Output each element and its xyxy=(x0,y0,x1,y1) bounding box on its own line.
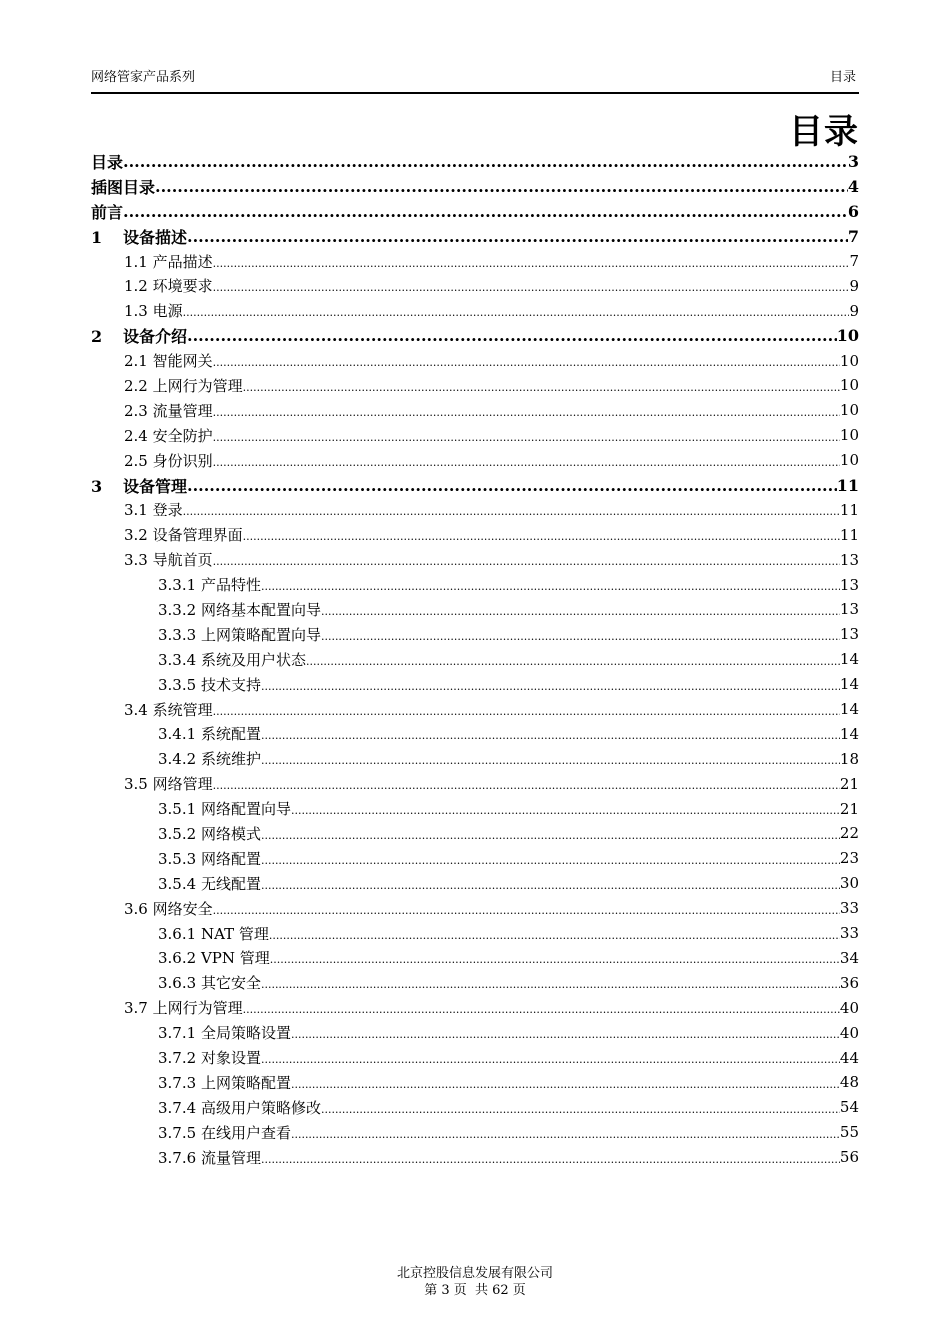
toc-entry-text: NAT 管理 xyxy=(200,924,269,943)
toc-leader-dots xyxy=(187,227,848,246)
toc-entry-label xyxy=(91,450,213,471)
toc-entry-text: 设备描述 xyxy=(123,227,188,247)
toc-entry-text: 网络配置向导 xyxy=(200,800,291,819)
toc-entry[interactable] xyxy=(91,1120,859,1145)
toc-leader-dots xyxy=(213,555,840,568)
toc-entry-text: 网络配置 xyxy=(200,849,261,868)
toc-entry-text: 流量管理 xyxy=(152,401,213,420)
toc-entry[interactable] xyxy=(91,622,859,647)
toc-leader-dots xyxy=(321,1103,840,1116)
toc-entry-number: 3.3.4 xyxy=(158,650,201,669)
toc-entry-text: 系统管理 xyxy=(152,700,213,719)
toc-entry-page: 11 xyxy=(836,475,859,495)
toc-entry-label xyxy=(91,773,213,794)
toc-entry[interactable] xyxy=(91,721,859,746)
toc-entry-label xyxy=(91,425,213,446)
toc-entry-label xyxy=(91,1022,291,1043)
toc-leader-dots xyxy=(243,530,840,543)
toc-entry-page: 13 xyxy=(839,600,859,619)
toc-entry-text: 目录 xyxy=(91,152,124,172)
toc-entry[interactable] xyxy=(91,224,859,249)
toc-entry-label xyxy=(91,947,270,968)
toc-entry[interactable] xyxy=(91,970,859,995)
toc-entry-label xyxy=(91,175,155,198)
toc-entry-number: 3.5.2 xyxy=(158,824,201,843)
toc-entry-number: 3.3 xyxy=(124,551,153,570)
toc-entry-text: 上网策略配置向导 xyxy=(200,625,321,644)
toc-entry[interactable] xyxy=(91,1070,859,1095)
toc-entry-number: 3.5.1 xyxy=(158,800,201,819)
toc-entry-label xyxy=(91,624,321,645)
toc-entry[interactable] xyxy=(91,746,859,771)
toc-entry-text: 系统配置 xyxy=(200,725,261,744)
page-header xyxy=(91,64,859,94)
toc-entry-page: 40 xyxy=(839,1023,859,1042)
toc-entry-label xyxy=(91,574,261,595)
toc-leader-dots xyxy=(213,904,840,917)
toc-entry-label xyxy=(91,350,213,371)
toc-entry-number: 3.6.2 xyxy=(158,949,201,968)
toc-entry-number: 3.7 xyxy=(124,999,153,1018)
toc-entry-number: 3.4.1 xyxy=(158,725,201,744)
toc-leader-dots xyxy=(213,257,850,270)
toc-entry-text: 系统及用户状态 xyxy=(200,650,306,669)
toc-leader-dots xyxy=(261,580,840,593)
toc-entry-label xyxy=(91,1072,291,1093)
toc-entry[interactable] xyxy=(91,149,859,174)
toc-entry-label xyxy=(91,324,187,347)
toc-entry[interactable] xyxy=(91,697,859,722)
toc-entry-page: 9 xyxy=(849,301,859,320)
toc-entry-text: 设备管理 xyxy=(123,476,188,496)
toc-leader-dots xyxy=(321,605,840,618)
toc-leader-dots xyxy=(321,630,840,643)
toc-entry-label xyxy=(91,723,261,744)
toc-entry-page: 11 xyxy=(839,500,859,519)
toc-entry-number: 3.7.1 xyxy=(158,1024,201,1043)
toc-heading: 目录 xyxy=(789,112,859,152)
toc-entry-text: 安全防护 xyxy=(152,426,213,445)
toc-entry[interactable] xyxy=(91,199,859,224)
toc-entry-number: 3 xyxy=(91,476,103,496)
toc-entry-page: 3 xyxy=(847,151,859,171)
toc-entry-label xyxy=(91,251,213,272)
toc-entry-page: 48 xyxy=(839,1073,859,1092)
toc-entry-number: 1 xyxy=(91,227,103,247)
toc-leader-dots xyxy=(261,829,840,842)
toc-entry-page: 7 xyxy=(847,226,859,246)
toc-entry-text: 上网策略配置 xyxy=(200,1073,291,1092)
toc-leader-dots xyxy=(155,177,848,196)
toc-entry-text: 电源 xyxy=(152,302,183,321)
toc-leader-dots xyxy=(261,1153,840,1166)
toc-leader-dots xyxy=(261,854,840,867)
toc-entry-number: 3.3.1 xyxy=(158,576,201,595)
toc-entry-text: 技术支持 xyxy=(200,675,261,694)
toc-entry[interactable] xyxy=(91,323,859,348)
toc-entry-number: 3.4 xyxy=(124,700,153,719)
toc-entry-label xyxy=(91,599,321,620)
toc-entry-page: 6 xyxy=(847,201,859,221)
toc-entry-label xyxy=(91,1097,321,1118)
toc-entry-number: 3.7.3 xyxy=(158,1073,201,1092)
toc-entry[interactable] xyxy=(91,771,859,796)
toc-entry-number: 3.3.5 xyxy=(158,675,201,694)
toc-entry-text: 前言 xyxy=(91,202,124,222)
toc-entry-label xyxy=(91,748,261,769)
toc-entry-page: 44 xyxy=(839,1048,859,1067)
toc-entry[interactable] xyxy=(91,995,859,1020)
toc-leader-dots xyxy=(291,804,840,817)
toc-leader-dots xyxy=(187,476,837,495)
toc-entry-text: 高级用户策略修改 xyxy=(200,1098,321,1117)
toc-entry-label xyxy=(91,549,213,570)
toc-entry-number: 2.2 xyxy=(124,376,153,395)
toc-entry[interactable] xyxy=(91,846,859,871)
page-footer xyxy=(0,1265,950,1299)
toc-entry-page: 54 xyxy=(839,1098,859,1117)
toc-entry[interactable] xyxy=(91,1020,859,1045)
toc-leader-dots xyxy=(213,779,840,792)
toc-entry-number: 3.7.4 xyxy=(158,1098,201,1117)
toc-entry-text: 设备介绍 xyxy=(123,327,188,347)
toc-entry-text: 产品特性 xyxy=(200,576,261,595)
toc-entry[interactable] xyxy=(91,821,859,846)
toc-entry-number: 3.6.3 xyxy=(158,974,201,993)
toc-leader-dots xyxy=(243,1003,840,1016)
toc-entry-text: 无线配置 xyxy=(200,874,261,893)
toc-entry-page: 13 xyxy=(839,550,859,569)
toc-entry[interactable] xyxy=(91,547,859,572)
header-series-title: 网络管家产品系列 xyxy=(91,70,196,85)
toc-entry[interactable] xyxy=(91,572,859,597)
toc-leader-dots xyxy=(270,953,840,966)
toc-entry-label xyxy=(91,923,269,944)
toc-leader-dots xyxy=(187,326,837,345)
toc-entry-label xyxy=(91,400,213,421)
footer-company: 北京控股信息发展有限公司 xyxy=(396,1266,553,1281)
toc-entry[interactable] xyxy=(91,1045,859,1070)
toc-entry-text: 上网行为管理 xyxy=(152,376,243,395)
toc-entry-label xyxy=(91,1047,261,1068)
toc-entry-text: VPN 管理 xyxy=(200,949,270,968)
toc-entry-page: 56 xyxy=(839,1148,859,1167)
toc-entry-number: 2 xyxy=(91,327,103,347)
toc-entry[interactable] xyxy=(91,373,859,398)
toc-entry-page: 13 xyxy=(839,575,859,594)
toc-entry-label xyxy=(91,798,291,819)
toc-entry-number: 3.5.4 xyxy=(158,874,201,893)
toc-entry-label xyxy=(91,225,187,248)
toc-entry-page: 36 xyxy=(839,973,859,992)
toc-entry[interactable] xyxy=(91,174,859,199)
toc-entry-page: 9 xyxy=(849,276,859,295)
toc-entry-page: 14 xyxy=(839,724,859,743)
toc-entry-text: 登录 xyxy=(152,501,183,520)
toc-entry-page: 33 xyxy=(839,924,859,943)
toc-leader-dots xyxy=(213,705,840,718)
toc-entry[interactable] xyxy=(91,473,859,498)
toc-entry-label xyxy=(91,499,183,520)
toc-entry[interactable] xyxy=(91,298,859,323)
toc-entry-page: 10 xyxy=(839,401,859,420)
toc-entry-number: 3.2 xyxy=(124,526,153,545)
toc-entry-label xyxy=(91,275,213,296)
toc-entry-number: 3.3.3 xyxy=(158,625,201,644)
toc-entry-label xyxy=(91,1147,261,1168)
toc-entry-page: 10 xyxy=(839,351,859,370)
toc-leader-dots xyxy=(213,281,850,294)
toc-leader-dots xyxy=(291,1078,840,1091)
toc-entry-label xyxy=(91,649,306,670)
toc-entry-label xyxy=(91,823,261,844)
toc-entry-text: 上网行为管理 xyxy=(152,999,243,1018)
toc-leader-dots xyxy=(123,152,848,171)
header-section-title: 目录 xyxy=(829,70,856,85)
toc-entry-page: 10 xyxy=(839,426,859,445)
toc-entry-text: 网络模式 xyxy=(200,824,261,843)
toc-entry[interactable] xyxy=(91,871,859,896)
toc-entry-page: 7 xyxy=(849,252,859,270)
toc-entry-number: 3.4.2 xyxy=(158,750,201,769)
toc-entry-text: 网络安全 xyxy=(152,899,213,918)
toc-entry[interactable] xyxy=(91,398,859,423)
footer-page-info: 第 3 页 共 62 页 xyxy=(424,1283,526,1298)
toc-entry-number: 2.4 xyxy=(124,426,153,445)
toc-leader-dots xyxy=(261,978,840,991)
toc-leader-dots xyxy=(213,456,840,469)
toc-entry-label xyxy=(91,674,261,695)
toc-entry[interactable] xyxy=(91,522,859,547)
toc-entry-number: 3.7.5 xyxy=(158,1123,201,1142)
toc-leader-dots xyxy=(261,754,840,767)
toc-entry[interactable] xyxy=(91,597,859,622)
toc-entry[interactable] xyxy=(91,896,859,921)
toc-entry-text: 对象设置 xyxy=(200,1049,261,1067)
toc-entry[interactable] xyxy=(91,1095,859,1120)
toc-entry-number: 3.7.2 xyxy=(158,1049,201,1067)
toc-entry-page: 34 xyxy=(839,948,859,967)
toc-entry-page: 21 xyxy=(839,799,859,818)
toc-entry-number: 3.5.3 xyxy=(158,849,201,868)
toc-entry-label xyxy=(91,150,123,173)
toc-entry-text: 网络基本配置向导 xyxy=(200,600,321,619)
toc-entry-page: 14 xyxy=(839,700,859,719)
toc-leader-dots xyxy=(183,505,840,518)
toc-entry[interactable] xyxy=(91,647,859,672)
toc-entry-text: 设备管理界面 xyxy=(152,526,243,545)
toc-leader-dots xyxy=(123,202,848,221)
toc-entry-number: 2.3 xyxy=(124,401,153,420)
toc-entry-number: 1.2 xyxy=(124,277,153,296)
toc-entry-number: 2.1 xyxy=(124,352,153,371)
toc-entry-page: 30 xyxy=(839,874,859,893)
toc-leader-dots xyxy=(261,729,840,742)
toc-entry-label xyxy=(91,898,213,919)
toc-entry-number: 3.6.1 xyxy=(158,924,201,943)
toc-entry-text: 身份识别 xyxy=(152,451,213,470)
toc-entry-text: 流量管理 xyxy=(200,1148,261,1167)
toc-entry-label xyxy=(91,200,123,223)
toc-entry[interactable] xyxy=(91,423,859,448)
toc-leader-dots xyxy=(213,356,840,369)
toc-entry-label xyxy=(91,300,183,321)
toc-entry[interactable] xyxy=(91,796,859,821)
toc-entry-label xyxy=(91,1122,291,1143)
toc-entry-page: 10 xyxy=(839,376,859,395)
toc-entry-number: 3.6 xyxy=(124,899,153,918)
toc-leader-dots xyxy=(269,929,840,942)
toc-entry-text: 产品描述 xyxy=(152,252,213,271)
toc-leader-dots xyxy=(306,655,840,668)
table-of-contents xyxy=(91,149,859,1170)
toc-leader-dots xyxy=(243,381,840,394)
toc-entry-text: 全局策略设置 xyxy=(200,1024,291,1043)
toc-entry-text: 环境要求 xyxy=(152,277,213,296)
toc-entry-page: 13 xyxy=(839,625,859,644)
toc-entry-label xyxy=(91,848,261,869)
toc-entry-page: 40 xyxy=(839,998,859,1017)
toc-leader-dots xyxy=(261,680,840,693)
toc-entry-label xyxy=(91,997,243,1018)
toc-entry-page: 10 xyxy=(839,451,859,470)
toc-leader-dots xyxy=(261,1053,840,1066)
toc-leader-dots xyxy=(261,879,840,892)
toc-entry-page: 33 xyxy=(839,899,859,918)
toc-entry-label xyxy=(91,873,261,894)
toc-leader-dots xyxy=(291,1128,840,1141)
toc-entry-number: 3.1 xyxy=(124,501,153,520)
toc-entry[interactable] xyxy=(91,672,859,697)
toc-entry-text: 系统维护 xyxy=(200,750,261,769)
toc-entry[interactable] xyxy=(91,348,859,373)
toc-entry-text: 导航首页 xyxy=(152,551,213,570)
toc-entry-text: 网络管理 xyxy=(152,775,213,794)
toc-entry-page: 11 xyxy=(839,525,859,544)
toc-entry-number: 3.7.6 xyxy=(158,1148,201,1167)
toc-entry[interactable] xyxy=(91,249,859,274)
toc-entry-number: 2.5 xyxy=(124,451,153,470)
toc-entry-text: 其它安全 xyxy=(200,974,261,993)
toc-entry-page: 10 xyxy=(836,326,859,346)
toc-entry-page: 14 xyxy=(839,650,859,669)
toc-entry-page: 22 xyxy=(839,824,859,843)
toc-entry-page: 14 xyxy=(839,675,859,694)
toc-entry-number: 1.1 xyxy=(124,252,153,271)
toc-entry-page: 21 xyxy=(839,774,859,793)
toc-entry-text: 智能网关 xyxy=(152,352,213,371)
toc-entry-number: 3.3.2 xyxy=(158,600,201,619)
toc-entry[interactable] xyxy=(91,946,859,971)
toc-leader-dots xyxy=(183,306,850,319)
toc-entry-label xyxy=(91,699,213,720)
toc-entry-page: 55 xyxy=(839,1123,859,1142)
toc-entry-number: 3.5 xyxy=(124,775,153,794)
toc-entry-number: 1.3 xyxy=(124,302,153,321)
toc-entry-text: 插图目录 xyxy=(91,177,156,197)
toc-entry-label xyxy=(91,972,261,993)
toc-entry[interactable] xyxy=(91,448,859,473)
toc-entry[interactable] xyxy=(91,921,859,946)
toc-entry[interactable] xyxy=(91,497,859,522)
toc-entry-page: 23 xyxy=(839,849,859,868)
toc-entry-text: 在线用户查看 xyxy=(200,1123,291,1142)
toc-leader-dots xyxy=(213,431,840,444)
toc-entry-label xyxy=(91,524,243,545)
toc-entry-page: 4 xyxy=(847,176,859,196)
toc-entry-page: 18 xyxy=(839,749,859,768)
toc-leader-dots xyxy=(291,1028,840,1041)
toc-entry-label xyxy=(91,474,187,497)
toc-leader-dots xyxy=(213,406,840,419)
toc-entry-label xyxy=(91,375,243,396)
toc-entry[interactable] xyxy=(91,1145,859,1170)
toc-entry[interactable] xyxy=(91,273,859,298)
